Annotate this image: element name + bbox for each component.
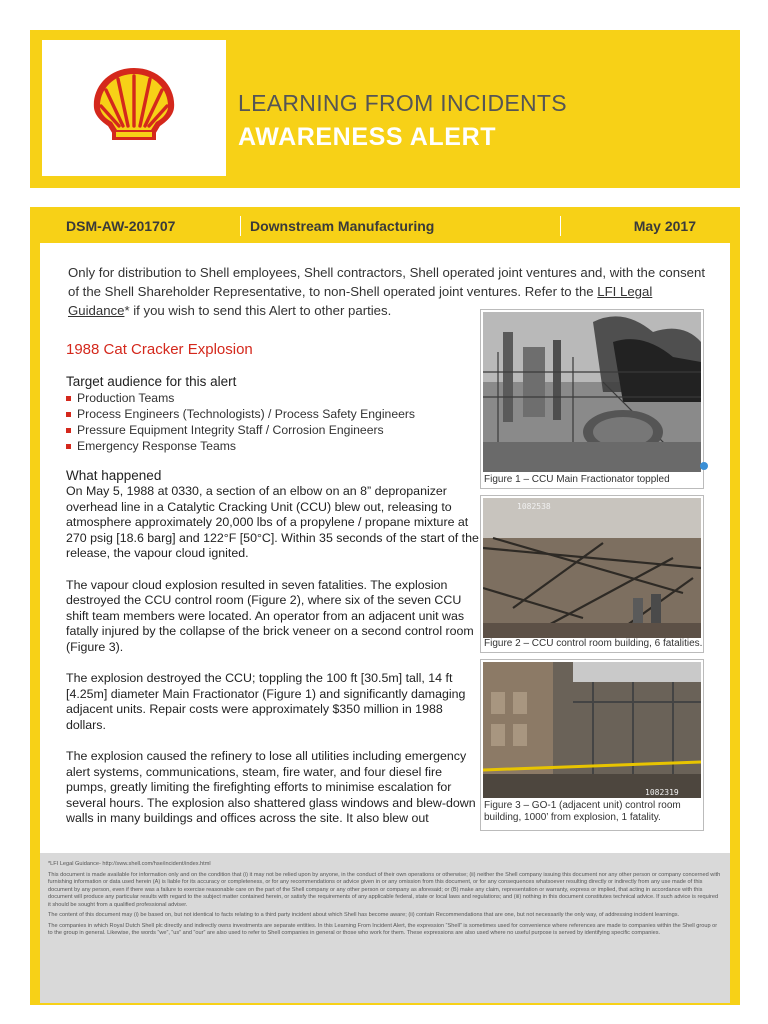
list-item bbox=[66, 422, 415, 438]
figure-2-caption: Figure 2 – CCU control room building, 6 fatalities. bbox=[484, 638, 703, 649]
list-item bbox=[66, 390, 415, 406]
distribution-text: Only for distribution to Shell employees, Shell contractors, Shell operated joint ventures and, with the consent of the Shell Shareholder Representative, to non-Shell operated joint ventures. Refer to the bbox=[68, 265, 706, 299]
figure-1 bbox=[480, 309, 704, 489]
figure-3 bbox=[480, 659, 704, 831]
what-happened-body bbox=[66, 484, 486, 843]
list-item bbox=[66, 438, 415, 454]
meta-separator bbox=[560, 216, 561, 236]
list-item bbox=[66, 406, 415, 422]
audience-item: Pressure Equipment Integrity Staff / Corrosion Engineers bbox=[77, 423, 384, 437]
incident-title: 1988 Cat Cracker Explosion bbox=[66, 341, 253, 358]
figure-2 bbox=[480, 495, 704, 653]
meta-row bbox=[30, 207, 740, 243]
figure-1-caption: Figure 1 – CCU Main Fractionator toppled bbox=[484, 474, 670, 485]
what-happened-heading: What happened bbox=[66, 468, 162, 483]
audience-item: Emergency Response Teams bbox=[77, 439, 236, 453]
banner-title: LEARNING FROM INCIDENTS bbox=[238, 90, 567, 116]
body-paragraph: The explosion destroyed the CCU; toppling the 100 ft [30.5m] tall, 14 ft [4.25m] diameter Main Fractionator (Figure 1) and significantly damaging adjacent units. Repair costs were approximately $350 million in 1988 dollars. bbox=[66, 671, 466, 732]
figure-3-caption: Figure 3 – GO-1 (adjacent unit) control room building, 1000’ from explosion, 1 fatality. bbox=[484, 800, 681, 823]
figure-2-stamp: 1082538 bbox=[517, 502, 551, 511]
disclaimer-paragraph: The companies in which Royal Dutch Shell plc directly and indirectly owns investments are separate entities. In this Learning From Incident Alert, the expression “Shell” is sometimes used for convenience where references are made to companies within the Shell group or to the group in general. Likewise, the words “we”, “us” and “our” are also used to refer to Shell companies in general or those who work for them. These expressions are also used where no useful purpose is served by identifying specific companies. bbox=[48, 922, 718, 936]
bullet-icon bbox=[66, 396, 71, 401]
legal-disclaimer bbox=[40, 853, 730, 1003]
header-banner bbox=[30, 30, 740, 188]
audience-heading: Target audience for this alert bbox=[66, 374, 237, 389]
bullet-icon bbox=[66, 444, 71, 449]
body-paragraph: The vapour cloud explosion resulted in seven fatalities. The explosion destroyed the CCU control room (Figure 2), where six of the seven CCU shift team members were located. An operator from an adjacent unit was fatally injured by the collapse of the brick veneer on a second control room (Figure 3). bbox=[66, 577, 474, 654]
legal-guidance-link[interactable]: LFI Legal Guidance bbox=[68, 284, 653, 318]
audience-item: Production Teams bbox=[77, 391, 175, 405]
distribution-text-end: * if you wish to send this Alert to other parties. bbox=[124, 303, 392, 318]
banner-subtitle: AWARENESS ALERT bbox=[238, 123, 497, 151]
disclaimer-paragraph: The content of this document may (i) be based on, but not identical to facts relating to a third party incident about which Shell has become aware; (ii) contain Recommendations that are one, but not necessarily the only way, of addressing incident learnings. bbox=[48, 912, 680, 918]
figure-2-photo bbox=[483, 498, 701, 638]
bullet-icon bbox=[66, 412, 71, 417]
scroll-marker-icon bbox=[700, 462, 708, 470]
body-paragraph: The explosion caused the refinery to lose all utilities including emergency alert systems, communications, steam, fire water, and four diesel fire pumps, greatly limiting the firefighting efforts to minimise escalation for several hours. The explosion also shattered glass windows and blew-down walls in many buildings and offices across the site. It also blew out bbox=[66, 749, 476, 826]
figure-1-photo bbox=[483, 312, 701, 472]
disclaimer-paragraph: This document is made available for information only and on the condition that (i) it may not be relied upon by anyone, in the conduct of their own operations or otherwise; (ii) neither the Shell company issuing this document nor any other person or company concerned with furnishing information or data used herein (A) is liable for its accuracy or completeness, or for any recommendations or advice given in or any omission from this document, or for any consequences whatsoever resulting directly or indirectly from any use made of this document by any person, even if there was a failure to exercise reasonable care on the part of the Shell company or any other person or company as aforesaid; or (B) make any claim, representation or warranty, express or implied, that acting in accordance with this document will produce any particular results with regard to the subject matter contained herein, or satisfy the requirements of any applicable federal, state or local laws and regulations; and (iii) nothing in this document constitutes technical advice. If such advice is required it should be sought from a qualified professional adviser. bbox=[48, 871, 721, 908]
reference-number: DSM-AW-201707 bbox=[66, 218, 176, 234]
body-paragraph: On May 5, 1988 at 0330, a section of an elbow on an 8” depropanizer overhead line in a Catalytic Cracking Unit (CCU) blew out, releasing to atmosphere approximately 20,000 lbs of a propylene / propane mixture at 270 psig [18.6 barg] and 122°F [50°C]. Within 35 seconds of the start of the release, the vapour cloud ignited. bbox=[66, 484, 479, 561]
figure-3-photo bbox=[483, 662, 701, 798]
logo-container bbox=[42, 40, 226, 176]
issue-date: May 2017 bbox=[633, 218, 696, 234]
business-unit: Downstream Manufacturing bbox=[250, 218, 435, 234]
audience-list bbox=[66, 390, 415, 454]
content-panel bbox=[40, 243, 730, 853]
audience-item: Process Engineers (Technologists) / Process Safety Engineers bbox=[77, 407, 416, 421]
figure-3-stamp: 1082319 bbox=[645, 788, 679, 797]
shell-pecten-logo-icon bbox=[88, 64, 180, 150]
alert-frame bbox=[30, 207, 740, 1005]
meta-separator bbox=[240, 216, 241, 236]
disclaimer-paragraph: *LFI Legal Guidance- http://sww.shell.com/hse/incident/index.html bbox=[48, 861, 211, 867]
bullet-icon bbox=[66, 428, 71, 433]
